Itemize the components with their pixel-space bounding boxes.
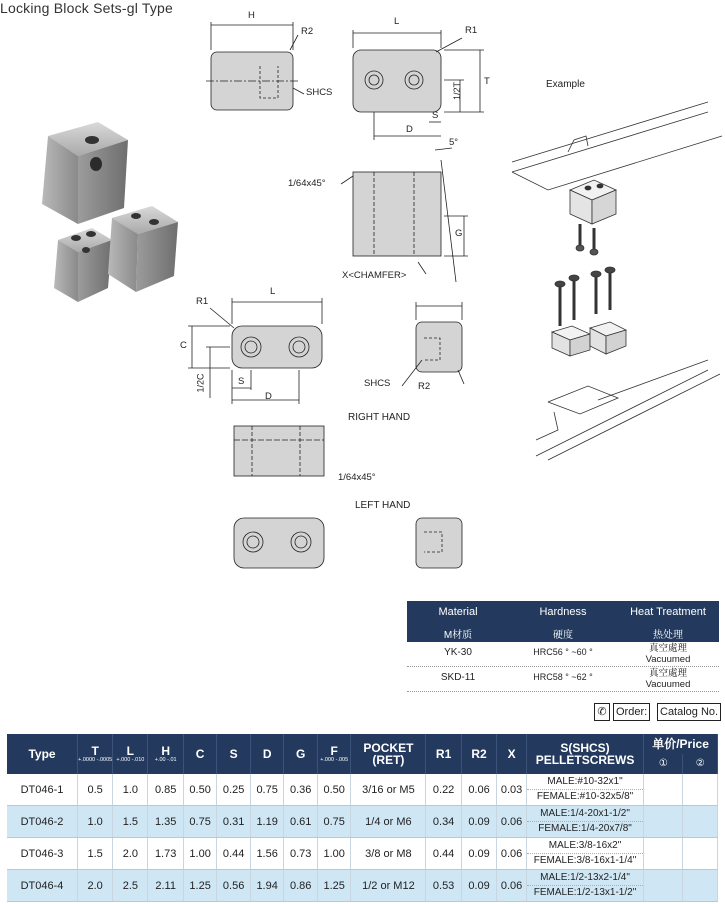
cell-g: 0.73: [284, 838, 318, 870]
cell-r1: 0.44: [426, 838, 461, 870]
cell-f: 0.75: [317, 806, 351, 838]
col-S: S: [217, 734, 251, 774]
dim-R2-mid: R2: [418, 381, 431, 392]
col-L: L +.000 -.010: [113, 734, 148, 774]
cell-s: 0.25: [217, 774, 251, 806]
material-hardness: HRC56 ° ~60 °: [533, 647, 593, 657]
dim-L-top: L: [394, 16, 400, 27]
col-price-1: ①: [644, 754, 683, 774]
col-screws: S(SHCS) PELLETSCREWS: [526, 734, 643, 774]
cell-c: 1.25: [183, 870, 217, 902]
spec-header-row: [7, 734, 718, 754]
table-row: [7, 806, 718, 838]
cell-price-1: [644, 870, 683, 902]
cell-l: 2.0: [113, 838, 148, 870]
cell-s: 0.56: [217, 870, 251, 902]
cell-screws: [526, 806, 643, 838]
cell-t: 0.5: [78, 774, 113, 806]
cell-s: 0.31: [217, 806, 251, 838]
cell-c: 1.00: [183, 838, 217, 870]
dim-R1-top: R1: [465, 25, 478, 36]
cell-t: 2.0: [78, 870, 113, 902]
block-large: [42, 122, 128, 224]
table-row: [7, 774, 718, 806]
screw-female: FEMALE:#10-32x5/8": [536, 791, 634, 802]
dim-G: G: [455, 228, 463, 239]
screw-female: FEMALE:3/8-16x1-1/4": [533, 855, 637, 866]
material-table: [407, 601, 719, 692]
cell-type: DT046-1: [7, 774, 78, 806]
block-small-left: [54, 228, 112, 302]
dim-D-mid: D: [265, 391, 272, 402]
cell-h: 2.11: [148, 870, 183, 902]
dim-C: C: [180, 340, 187, 351]
product-photo: [36, 112, 196, 332]
cell-x: 0.06: [497, 806, 527, 838]
cell-price-1: [644, 774, 683, 806]
screw-male: MALE:#10-32x1": [527, 775, 643, 790]
caption-right-hand: RIGHT HAND: [348, 412, 411, 423]
cell-x: 0.06: [497, 870, 527, 902]
material-name: YK-30: [444, 647, 472, 658]
dim-D-top: D: [406, 124, 413, 135]
cell-r2: 0.09: [461, 870, 496, 902]
material-name: SKD-11: [440, 672, 476, 683]
catalog-number-label: Catalog No.: [657, 703, 721, 721]
cell-l: 2.5: [113, 870, 148, 902]
mid-drawings: [180, 290, 480, 590]
spec-table: [7, 734, 718, 902]
label-example: Example: [546, 79, 585, 90]
cell-pocket: 1/4 or M6: [351, 806, 426, 838]
header-hardness-cn: 硬度: [553, 630, 573, 641]
dim-half-C: 1/2C: [195, 373, 206, 393]
dim-S-mid: S: [238, 376, 245, 387]
col-C: C: [183, 734, 217, 774]
dim-T: T: [484, 76, 490, 87]
cell-t: 1.0: [78, 806, 113, 838]
cell-pocket: 3/16 or M5: [351, 774, 426, 806]
cell-r1: 0.34: [426, 806, 461, 838]
col-D: D: [250, 734, 284, 774]
cell-r2: 0.06: [461, 774, 496, 806]
screw-male: MALE:1/4-20x1-1/2": [527, 807, 643, 822]
cell-g: 0.86: [284, 870, 318, 902]
col-R1: R1: [426, 734, 461, 774]
cell-g: 0.61: [284, 806, 318, 838]
dim-half-T: 1/2T: [452, 81, 463, 101]
cell-r2: 0.09: [461, 838, 496, 870]
page-title: Locking Block Sets-gl Type: [0, 0, 174, 16]
cell-x: 0.06: [497, 838, 527, 870]
top-drawings: [200, 0, 520, 300]
cell-f: 1.00: [317, 838, 351, 870]
col-F: F +.000 -.005: [317, 734, 351, 774]
dim-R1-mid: R1: [196, 296, 209, 307]
cell-s: 0.44: [217, 838, 251, 870]
dim-chamfer-b: 1/64x45°: [338, 472, 376, 483]
cell-r2: 0.09: [461, 806, 496, 838]
cell-h: 1.73: [148, 838, 183, 870]
cell-l: 1.0: [113, 774, 148, 806]
cell-screws: [526, 838, 643, 870]
cell-price-2: [683, 838, 718, 870]
cell-h: 0.85: [148, 774, 183, 806]
cell-g: 0.36: [284, 774, 318, 806]
cell-l: 1.5: [113, 806, 148, 838]
table-row: [7, 870, 718, 902]
cell-screws: [526, 870, 643, 902]
dim-S-top: S: [432, 110, 439, 121]
screw-female: FEMALE:1/4-20x7/8": [538, 823, 632, 834]
cell-price-2: [683, 870, 718, 902]
cell-d: 1.19: [250, 806, 284, 838]
header-hardness: Hardness: [539, 606, 587, 618]
cell-r1: 0.22: [426, 774, 461, 806]
screw-male: MALE:3/8-16x2": [527, 839, 643, 854]
cell-f: 1.25: [317, 870, 351, 902]
screw-male: MALE:1/2-13x2-1/4": [527, 871, 643, 886]
cell-type: DT046-2: [7, 806, 78, 838]
cell-d: 1.56: [250, 838, 284, 870]
col-price-2: ②: [683, 754, 718, 774]
material-heat: 真空處理 Vacuumed: [645, 643, 691, 665]
cell-price-1: [644, 838, 683, 870]
example-illustration: [508, 100, 723, 470]
cell-pocket: 3/8 or M8: [351, 838, 426, 870]
block-small-right: [108, 206, 178, 292]
col-R2: R2: [461, 734, 496, 774]
cell-d: 1.94: [250, 870, 284, 902]
col-H: H +.00 -.01: [148, 734, 183, 774]
col-type: Type: [7, 734, 78, 774]
caption-left-hand: LEFT HAND: [355, 500, 411, 511]
material-table-header: [407, 601, 719, 642]
material-row: [407, 667, 719, 692]
cell-price-2: [683, 774, 718, 806]
cell-price-1: [644, 806, 683, 838]
header-heat-cn: 热处理: [653, 630, 683, 641]
col-pocket: POCKET (RET): [351, 734, 426, 774]
cell-price-2: [683, 806, 718, 838]
cell-pocket: 1/2 or M12: [351, 870, 426, 902]
col-price: 单价/Price: [644, 734, 718, 754]
header-material-cn: M材质: [443, 630, 473, 641]
material-hardness: HRC58 ° ~62 °: [533, 672, 593, 682]
table-row: [7, 838, 718, 870]
dim-R2-top: R2: [301, 26, 314, 37]
col-G: G: [284, 734, 318, 774]
col-T: T +.0000 -.0005: [78, 734, 113, 774]
cell-type: DT046-3: [7, 838, 78, 870]
cell-t: 1.5: [78, 838, 113, 870]
header-heat: Heat Treatment: [630, 606, 706, 618]
material-heat: 真空處理 Vacuumed: [645, 668, 691, 690]
cell-x: 0.03: [497, 774, 527, 806]
header-material: Material: [438, 606, 478, 618]
phone-icon: ✆: [594, 703, 610, 721]
cell-c: 0.75: [183, 806, 217, 838]
dim-angle-5: 5°: [449, 137, 459, 148]
cell-c: 0.50: [183, 774, 217, 806]
label-SHCS-top: SHCS: [306, 87, 333, 98]
label-x-chamfer: X<CHAMFER>: [342, 270, 407, 281]
cell-r1: 0.53: [426, 870, 461, 902]
material-row: [407, 642, 719, 667]
dim-H: H: [248, 10, 255, 21]
cell-screws: [526, 774, 643, 806]
cell-d: 0.75: [250, 774, 284, 806]
cell-type: DT046-4: [7, 870, 78, 902]
dim-chamfer: 1/64x45°: [288, 178, 326, 189]
screw-female: FEMALE:1/2-13x1-1/2": [533, 887, 637, 898]
order-label: Order:: [613, 703, 650, 721]
col-X: X: [497, 734, 527, 774]
dim-L-mid: L: [270, 286, 276, 297]
cell-h: 1.35: [148, 806, 183, 838]
cell-f: 0.50: [317, 774, 351, 806]
label-SHCS-mid: SHCS: [364, 378, 391, 389]
